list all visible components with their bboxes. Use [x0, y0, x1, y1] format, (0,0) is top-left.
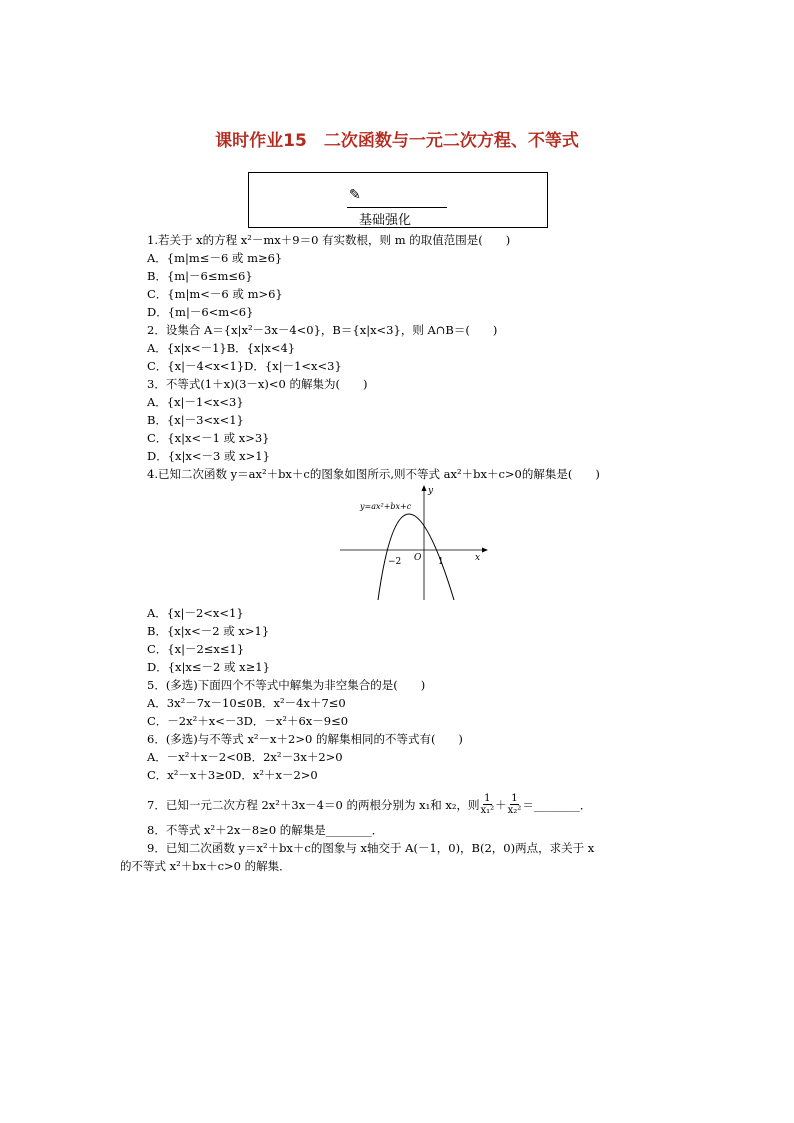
- question-4: 4.已知二次函数 y＝ax²＋bx＋c的图象如图所示,则不等式 ax²＋bx＋c>0的解集是( ): [147, 467, 600, 481]
- section-label: 基础强化: [359, 213, 412, 228]
- tick-label-pos: 1: [438, 557, 444, 567]
- question-2: 2．设集合 A＝{x|x²－3x－4<0}，B＝{x|x<3}，则 A∩B＝( ): [147, 323, 498, 337]
- option-line: D．{m|－6<m<6}: [147, 305, 254, 319]
- option-line: D．{x|x<－3 或 x>1}: [147, 449, 270, 463]
- option-line: A．{m|m≤－6 或 m≥6}: [147, 251, 283, 265]
- fraction-denominator: x₂²: [507, 805, 522, 816]
- option-line: C．{m|m<－6 或 m>6}: [147, 287, 283, 301]
- option-line: A．{x|－2<x<1}: [147, 606, 244, 620]
- option-line: B．{x|－3<x<1}: [147, 413, 244, 427]
- question-7-text: 7．已知一元二次方程 2x²＋3x－4＝0 的两根分别为 x₁和 x₂，则: [147, 797, 480, 812]
- fraction-numerator: 1: [484, 793, 491, 804]
- fraction: [508, 793, 522, 816]
- question-8: 8．不等式 x²＋2x－8≥0 的解集是________．: [147, 823, 384, 837]
- option-line: C．{x|x<－1 或 x>3}: [147, 431, 270, 445]
- origin-label: O: [414, 553, 422, 563]
- option-line: C．{x|－2≤x≤1}: [147, 642, 245, 656]
- parabola-graph: [336, 482, 492, 604]
- x-axis-label: x: [475, 553, 481, 563]
- option-line: A．－x²＋x－2<0B．2x²－3x＋2>0: [147, 750, 343, 764]
- option-line: C．－2x²＋x<－3D．－x²＋6x－9≤0: [147, 714, 349, 728]
- function-label: y=ax²+bx+c: [360, 502, 412, 511]
- question-3: 3．不等式(1＋x)(3－x)<0 的解集为( ): [147, 377, 368, 391]
- fraction-denominator: x₁²: [480, 805, 495, 816]
- option-line: D．{x|x≤－2 或 x≥1}: [147, 660, 270, 674]
- option-line: B．{x|x<－2 或 x>1}: [147, 624, 270, 638]
- question-7: [147, 793, 591, 816]
- option-line: A．3x²－7x－10≤0B．x²－4x＋7≤0: [147, 696, 346, 710]
- fraction-numerator: 1: [511, 793, 518, 804]
- option-line: A．{x|－1<x<3}: [147, 395, 244, 409]
- option-line: C．{x|－4<x<1}D．{x|－1<x<3}: [147, 359, 342, 373]
- question-1: 1.若关于 x的方程 x²－mx＋9＝0 有实数根，则 m 的取值范围是( ): [147, 233, 511, 247]
- option-line: B．{m|－6≤m≤6}: [147, 269, 253, 283]
- divider: [347, 207, 447, 208]
- page-title: 课时作业15 二次函数与一元二次方程、不等式: [215, 131, 579, 151]
- y-axis-label: y: [428, 486, 434, 496]
- question-5: 5．(多选)下面四个不等式中解集为非空集合的是( ): [147, 678, 426, 692]
- option-line: C．x²－x＋3≥0D．x²＋x－2>0: [147, 768, 318, 782]
- tick-label-neg: −2: [388, 557, 402, 567]
- question-9: 9．已知二次函数 y＝x²＋bx＋c的图象与 x轴交于 A(－1，0)，B(2，0)两点，求关于 x: [147, 841, 595, 855]
- section-box: [248, 172, 548, 228]
- question-6: 6．(多选)与不等式 x²－x＋2>0 的解集相同的不等式有( ): [147, 732, 463, 746]
- option-line: A．{x|x<－1}B．{x|x<4}: [147, 341, 296, 355]
- plus-sign: ＋: [495, 797, 507, 812]
- question-9-cont: 的不等式 x²＋bx＋c>0 的解集．: [120, 859, 291, 873]
- question-7-tail: ＝________．: [522, 797, 592, 812]
- pen-icon: ✎: [349, 187, 361, 203]
- fraction: [480, 793, 494, 816]
